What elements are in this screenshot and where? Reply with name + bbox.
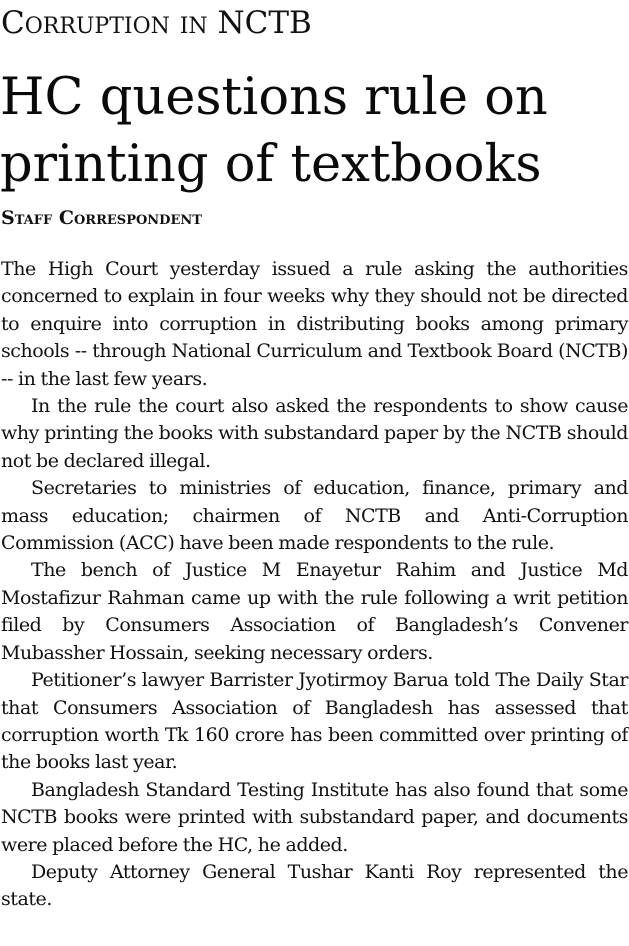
paragraph: The High Court yesterday issued a rule asking the authorities concerned to explain in four weeks why they should not be directed to enquire into corruption in distributing books among primary schools -- through National Curriculum and Textbook Board (NCTB) -- in the last few years. [1, 258, 628, 390]
byline: Staff Correspondent [1, 207, 202, 229]
paragraph: Bangladesh Standard Testing Institute has also found that some NCTB books were printed with substandard paper, and documents were placed before the HC, he added. [1, 778, 628, 856]
paragraph: Deputy Attorney General Tushar Kanti Roy represented the state. [1, 860, 628, 911]
paragraph: Petitioner’s lawyer Barrister Jyotirmoy Barua told The Daily Star that Consumers Association of Bangladesh has assessed that corruption worth Tk 160 crore has been committed over printing of the books last year. [1, 669, 628, 774]
paragraph: Secretaries to ministries of education, finance, primary and mass education; chairmen of NCTB and Anti-Corruption Commission (ACC) have been made respondents to the rule. [1, 477, 628, 555]
article-body [1, 256, 628, 914]
article-headline: HC questions rule on printing of textbooks [0, 68, 548, 194]
section-kicker: Corruption in NCTB [1, 5, 312, 41]
paragraph: In the rule the court also asked the respondents to show cause why printing the books with substandard paper by the NCTB should not be declared illegal. [1, 395, 628, 472]
paragraph: The bench of Justice M Enayetur Rahim and Justice Md Mostafizur Rahman came up with the rule following a writ petition filed by Consumers Association of Bangladesh’s Convener Mubassher Hossain, seeking necessary orders. [1, 559, 628, 664]
